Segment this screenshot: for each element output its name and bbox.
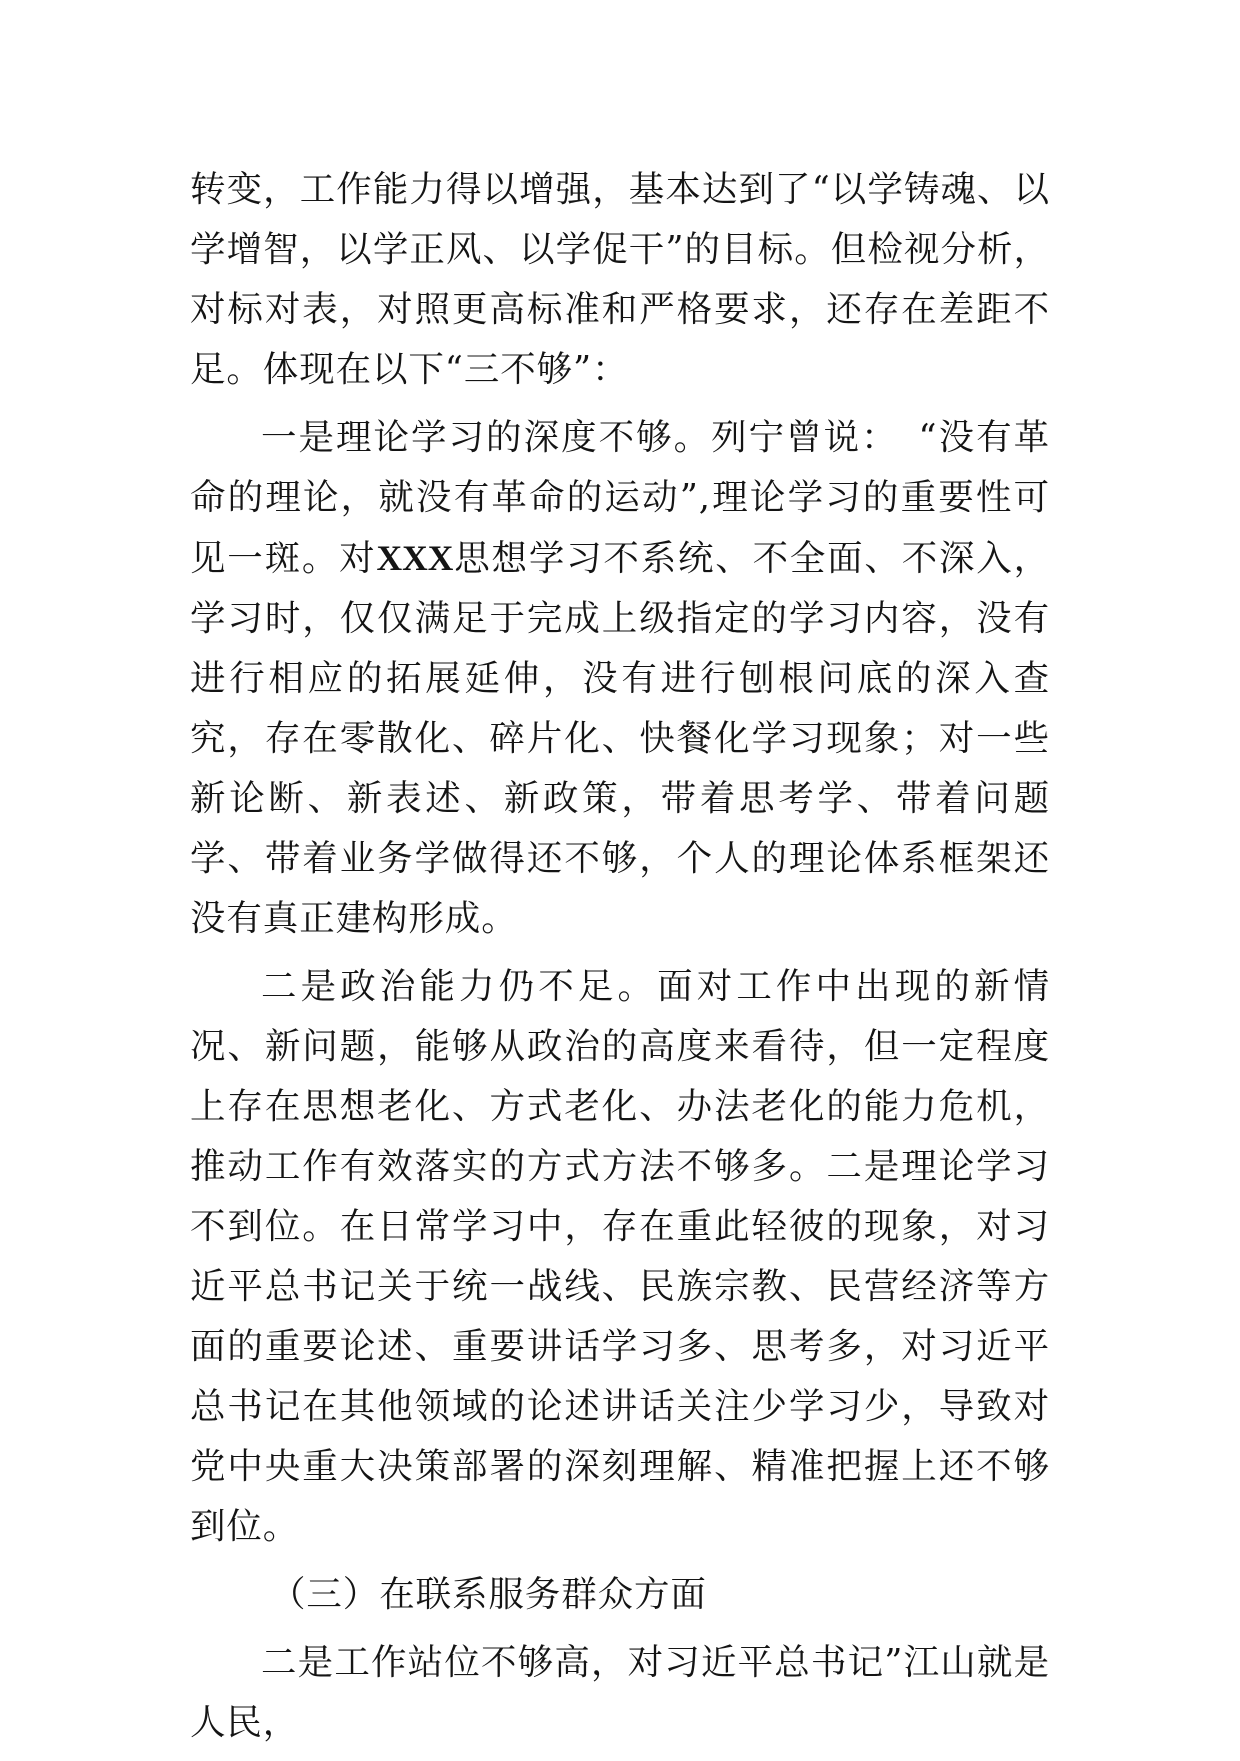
paragraph-text: 二是工作站位不够高，对习近平总书记”江山就是人民， (190, 1642, 1050, 1743)
paragraph-theory-depth (190, 408, 1050, 949)
paragraph-work-position (190, 1633, 1050, 1753)
paragraph-political-ability (190, 957, 1050, 1557)
section-heading (190, 1565, 1050, 1625)
paragraph-text: 思想学习不系统、不全面、不深入，学习时，仅仅满足于完成上级指定的学习内容，没有进行相应的拓展延伸，没有进行刨根问底的深入查究，存在零散化、碎片化、快餐化学习现象；对一些新论断、新表述、新政策，带着思考学、带着问题学、带着业务学做得还不够，个人的理论体系框架还没有真正建构形成。 (190, 538, 1050, 939)
paragraph-intro-continuation (190, 160, 1050, 400)
section-heading-text: （三）在联系服务群众方面 (270, 1574, 707, 1615)
paragraph-text: 一是理论学习的深度不够。列宁曾说： “没有革命的理论，就没有革命的运动”,理论学习的重要性可见一斑。对 (190, 417, 1050, 579)
paragraph-text: 二是政治能力仍不足。面对工作中出现的新情况、新问题，能够从政治的高度来看待，但一定程度上存在思想老化、方式老化、办法老化的能力危机，推动工作有效落实的方式方法不够多。二是理论学习不到位。在日常学习中，存在重此轻彼的现象，对习近平总书记关于统一战线、民族宗教、民营经济等方面的重要论述、重要讲话学习多、思考多，对习近平总书记在其他领域的论述讲话关注少学习少，导致对党中央重大决策部署的深刻理解、精准把握上还不够到位。 (190, 966, 1050, 1547)
paragraph-text: 转变，工作能力得以增强，基本达到了“以学铸魂、以学增智，以学正风、以学促干”的目标。但检视分析，对标对表，对照更高标准和严格要求，还存在差距不足。体现在以下“三不够”： (190, 169, 1050, 390)
document-body (190, 160, 1050, 1761)
bold-placeholder-text: XXX (376, 538, 454, 578)
